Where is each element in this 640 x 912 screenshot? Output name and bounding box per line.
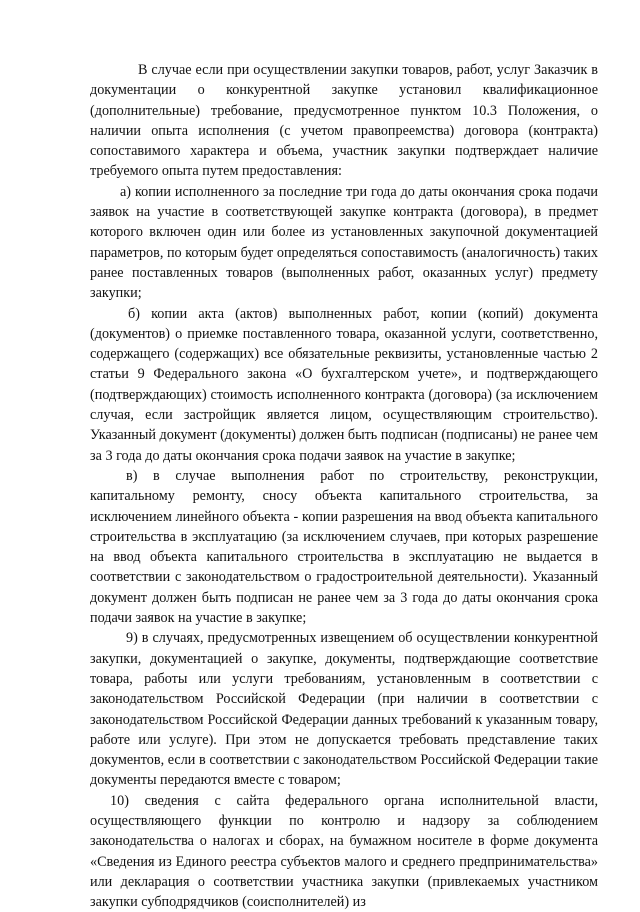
paragraph-item-b: б) копии акта (актов) выполненных работ, копии (копий) документа (документов) о приемке поставленного товара, оказанной услуги, соответственно, содержащего (содержащих) все обязательные реквизиты, установленные частью 2 статьи 9 Федерального закона «О бухгалтерском учете», и подтверждающего (подтверждающих) стоимость исполненного контракта (договора) (за исключением случая, если застройщик является лицом, осуществляющим строительство). Указанный документ (документы) должен быть подписан (подписаны) не ранее чем за 3 года до даты окончания срока подачи заявок на участие в закупке; <box>90 305 598 464</box>
paragraph-item-9: 9) в случаях, предусмотренных извещением об осуществлении конкурентной закупки, документацией о закупке, документы, подтверждающие соответствие товара, работы или услуги требованиям, установленным в соответствии с законодательством Российской Федерации (при наличии в соответствии с законодательством Российской Федерации данных требований к указанным товару, работе или услуге). При этом не допускается требовать представление таких документов, если в соответствии с законодательством Российской Федерации такие документы передаются вместе с товаром; <box>90 630 598 789</box>
paragraph-item-v: в) в случае выполнения работ по строительству, реконструкции, капитальному ремонту, сносу объекта капитального строительства, за исключением линейного объекта - копии разрешения на ввод объекта капитального строительства в эксплуатацию (за исключением случаев, при которых разрешение на ввод объекта капитального строительства в эксплуатацию не выдается в соответствии с законодательством о градостроительной деятельности). Указанный документ должен быть подписан не ранее чем за 3 года до даты окончания срока подачи заявок на участие в закупке; <box>90 467 598 627</box>
paragraph-item-a: а) копии исполненного за последние три года до даты окончания срока подачи заявок на участие в соответствующей закупке контракта (договора), в предмет которого включен один или более из установленных закупочной документацией параметров, по которым будет определяться сопоставимость (аналогичность) таких ранее поставленных товаров (выполненных работ, оказанных услуг) предмету закупки; <box>90 183 598 302</box>
document-page <box>90 60 598 912</box>
paragraph-item-10: 10) сведения с сайта федерального органа исполнительной власти, осуществляющего функции по контролю и надзору за соблюдением законодательства о налогах и сборах, на бумажном носителе в форме документа «Сведения из Единого реестра субъектов малого и среднего предпринимательства» или декларация о соответствии участника закупки (привлекаемых участником закупки субподрядчиков (соисполнителей) из <box>90 792 598 911</box>
paragraph-intro: В случае если при осуществлении закупки товаров, работ, услуг Заказчик в документации о конкурентной закупке установил квалификационное (дополнительные) требование, предусмотренное пунктом 10.3 Положения, о наличии опыта исполнения (с учетом правопреемства) договора (контракта) сопоставимого характера и объема, участник закупки подтверждает наличие требуемого опыта путем предоставления: <box>90 62 598 180</box>
